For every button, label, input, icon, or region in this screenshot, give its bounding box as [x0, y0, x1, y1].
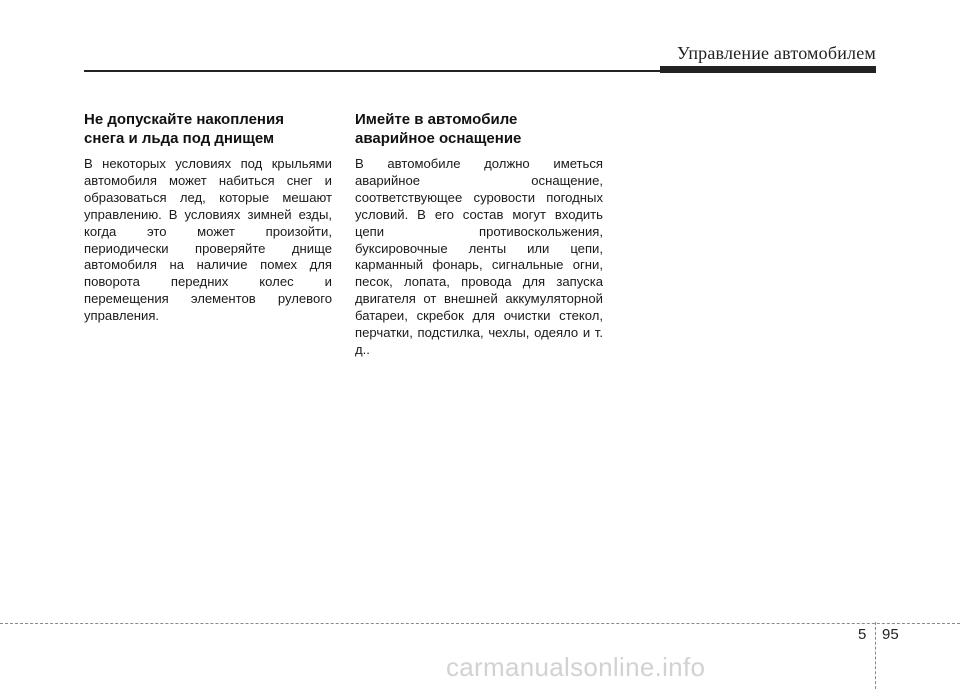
section-emergency-equipment	[355, 110, 603, 359]
chapter-number: 5	[858, 626, 867, 643]
section-snow-ice-underbody	[84, 110, 332, 325]
footer-rule	[0, 623, 960, 624]
footer-divider	[875, 622, 876, 689]
section-heading-line2: снега и льда под днищем	[84, 130, 275, 147]
section-body: В автомобиле должно иметься аварийное оснащение, соответствующее суровости погодных условий. В его состав могут входить цепи противоскольжения, буксировочные ленты или цепи, карманный фонарь, сигнальные огни, песок, лопата, провода для запуска двигателя от внешней аккумуляторной батареи, скребок для очистки стекол, перчатки, подстилка, чехлы, одеяло и т. д..	[355, 156, 603, 357]
page-number: 95	[882, 626, 899, 643]
header-rule-thin	[84, 70, 660, 72]
watermark: carmanualsonline.info	[446, 652, 706, 682]
section-heading	[84, 110, 332, 148]
section-body: В некоторых условиях под крыльями автомобиля может набиться снег и образоваться лед, которые мешают управлению. В условиях зимней езды, когда это может произойти, периодически проверяйте днище автомобиля на наличие помех для поворота передних колес и перемещения элементов рулевого управления.	[84, 156, 332, 324]
section-heading	[355, 110, 603, 148]
section-heading-line2: аварийное оснащение	[355, 130, 522, 147]
header-rule-thick	[660, 66, 876, 73]
running-header-title: Управление автомобилем	[676, 43, 876, 63]
section-heading-line1: Имейте в автомобиле	[355, 111, 518, 128]
section-heading-line1: Не допускайте накопления	[84, 111, 284, 128]
